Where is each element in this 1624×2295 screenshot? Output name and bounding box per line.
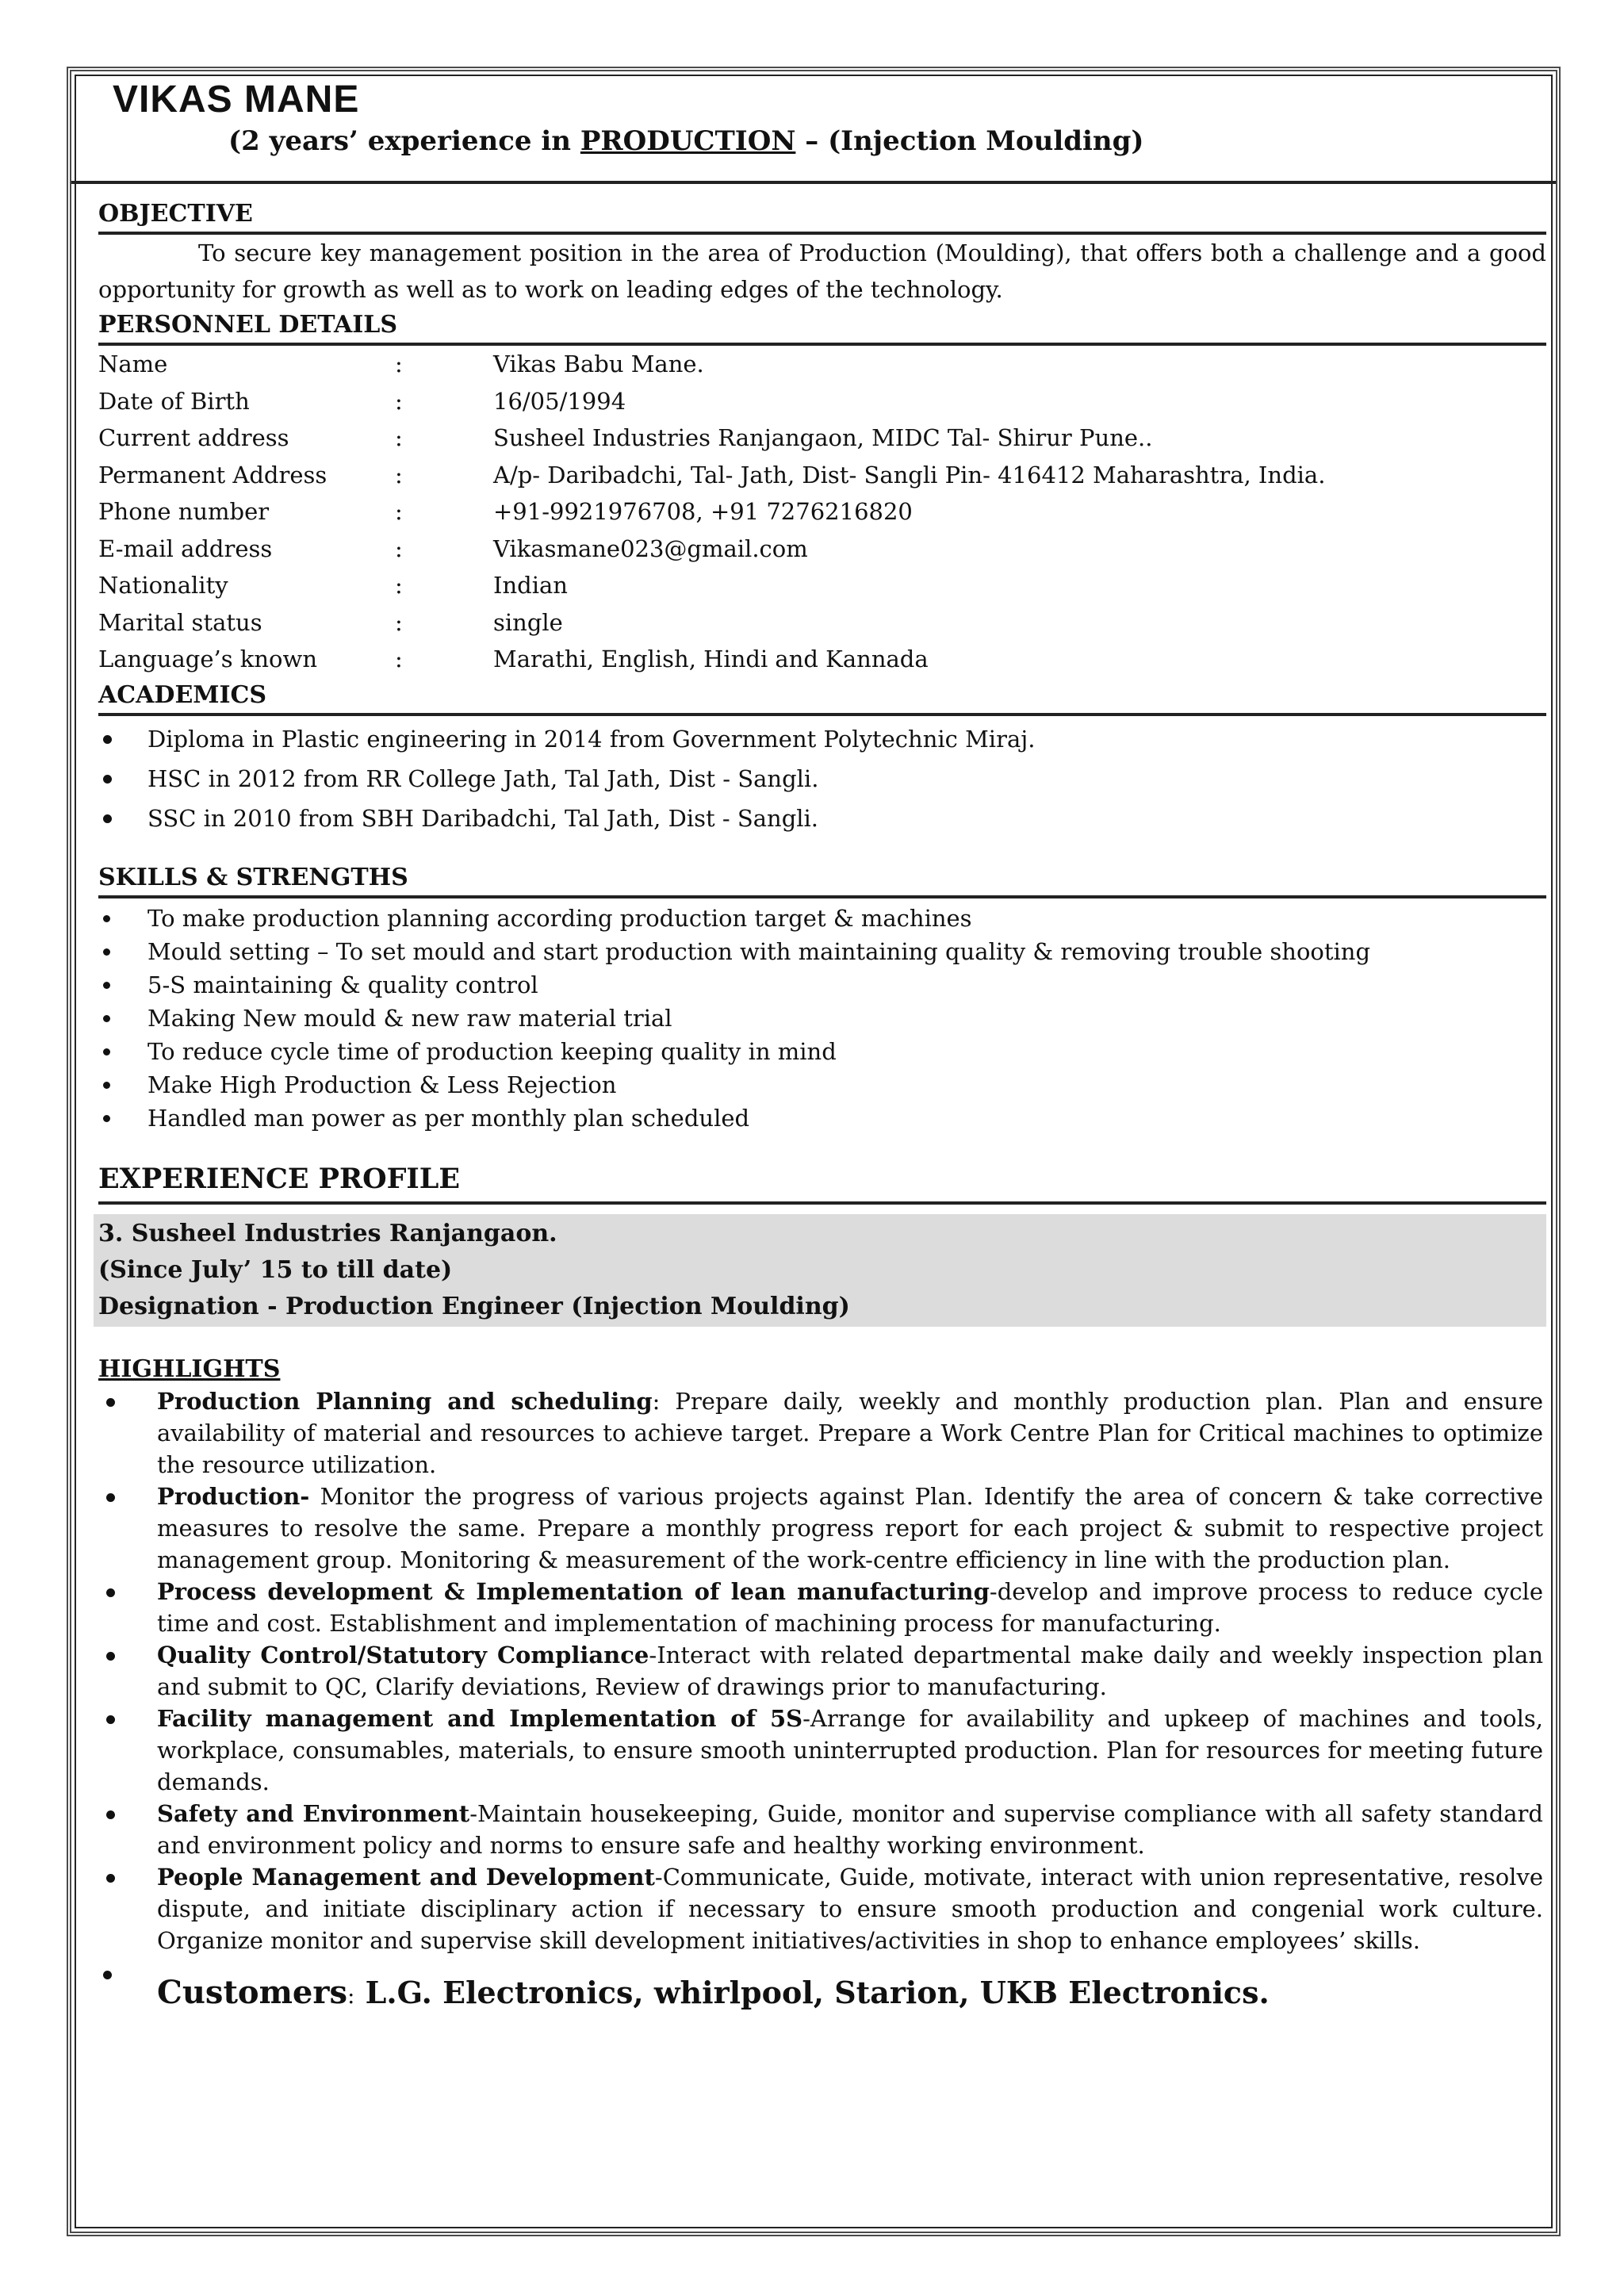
highlight-text: -Communicate, Guide, motivate, interact with union representative, resolve dispute, and initiate disciplinary action if necessary to ensure smooth production and congenial work culture. Organize monitor and supervise skill development initiatives/activities in shop to enhance employees’ skills. (157, 1863, 1543, 1954)
highlight-text: -develop and improve process to reduce cycle time and cost. Establishment and implementation of machining process for manufacturing. (157, 1577, 1543, 1637)
highlight-title: Safety and Environment (157, 1799, 470, 1827)
highlight-text: Monitor the progress of various projects against Plan. Identify the area of concern & take corrective measures to resolve the same. Prepare a monthly progress report for each project & submit to respective project management group. Monitoring & measurement of the work-centre efficiency in line with the production plan. (157, 1482, 1543, 1573)
personnel-row (98, 641, 1546, 678)
personnel-row (98, 383, 1546, 420)
highlight-title: Quality Control/Statutory Compliance (157, 1641, 649, 1669)
personnel-label: Current address (98, 424, 289, 451)
designation: Designation - Production Engineer (Injection Moulding) (98, 1292, 850, 1320)
personnel-colon: : (395, 387, 403, 415)
skill-item: 5-S maintaining & quality control (98, 968, 1546, 1002)
personnel-label: Marital status (98, 608, 262, 636)
highlight-title: People Management and Development (157, 1863, 655, 1891)
highlight-item (98, 1703, 1546, 1798)
personnel-value: +91-9921976708, +91 7276216820 (493, 498, 913, 525)
skill-item: To make production planning according production target & machines (98, 902, 1546, 935)
highlight-title: Production- (157, 1482, 310, 1510)
highlight-text: -Interact with related departmental make daily and weekly inspection plan and submit to QC, Clarify deviations, Review of drawings prior to manufacturing. (157, 1641, 1544, 1700)
personnel-value: Vikasmane023@gmail.com (493, 534, 808, 562)
personnel-colon: : (395, 646, 403, 672)
skill-item: Mould setting – To set mould and start production with maintaining quality & removing trouble shooting (98, 935, 1546, 968)
highlight-title: Process development & Implementation of lean manufacturing (157, 1577, 990, 1605)
resume-body (98, 197, 1546, 2018)
company-name: 3. Susheel Industries Ranjangaon. (98, 1219, 557, 1247)
personnel-row (98, 346, 1546, 383)
skill-item: Make High Production & Less Rejection (98, 1068, 1546, 1102)
personnel-colon: : (395, 498, 403, 525)
personnel-label: Date of Birth (98, 387, 250, 415)
personnel-label: Name (98, 351, 168, 377)
academics-item: HSC in 2012 from RR College Jath, Tal Jath, Dist - Sangli. (98, 759, 1546, 799)
personnel-row (98, 604, 1546, 642)
personnel-value: single (493, 608, 563, 636)
personnel-heading: PERSONNEL DETAILS (98, 308, 1546, 346)
personnel-colon: : (395, 461, 403, 489)
personnel-row (98, 531, 1546, 568)
personnel-colon: : (395, 572, 403, 599)
customers-list (98, 1971, 1546, 2018)
candidate-name: VIKAS MANE (113, 79, 360, 121)
highlight-item (98, 1861, 1546, 1956)
academics-item: Diploma in Plastic engineering in 2014 from Government Polytechnic Miraj. (98, 719, 1546, 759)
highlight-item (98, 1798, 1546, 1861)
highlight-item (98, 1481, 1546, 1576)
skill-item: To reduce cycle time of production keeping quality in mind (98, 1035, 1546, 1068)
customers-item: Customers: L.G. Electronics, whirlpool, Starion, UKB Electronics. (98, 1971, 1546, 2018)
highlight-text: : Prepare daily, weekly and monthly production plan. Plan and ensure availability of material and resources to achieve target. Prepare a Work Centre Plan for Critical machines to optimize the resource utilization. (157, 1387, 1543, 1478)
experience-summary: (2 years’ experience in PRODUCTION – (Injection Moulding) (228, 125, 1144, 157)
personnel-value: 16/05/1994 (493, 387, 626, 415)
highlights-list (98, 1385, 1546, 1956)
personnel-label: Phone number (98, 498, 270, 525)
personnel-label: Language’s known (98, 646, 318, 672)
highlight-text: -Arrange for availability and upkeep of machines and tools, workplace, consumables, materials, to ensure smooth uninterrupted production. Plan for resources for meeting future demands. (157, 1704, 1543, 1795)
resume-header (71, 71, 1556, 184)
experience-heading: EXPERIENCE PROFILE (98, 1157, 1546, 1205)
highlight-title: Facility management and Implementation of 5S (157, 1704, 803, 1732)
highlight-item (98, 1639, 1546, 1703)
personnel-value: Marathi, English, Hindi and Kannada (493, 646, 929, 672)
personnel-label: Nationality (98, 572, 228, 599)
academics-list (98, 719, 1546, 838)
objective-text: To secure key management position in the area of Production (Moulding), that offers both a challenge and a good opportunity for growth as well as to work on leading edges of the technology. (98, 239, 1546, 303)
skill-item: Handled man power as per monthly plan scheduled (98, 1102, 1546, 1135)
skills-heading: SKILLS & STRENGTHS (98, 860, 1546, 898)
personnel-value: Susheel Industries Ranjangaon, MIDC Tal- Shirur Pune.. (493, 424, 1153, 451)
highlight-item (98, 1576, 1546, 1639)
highlight-title: Production Planning and scheduling (157, 1387, 653, 1415)
highlight-item (98, 1385, 1546, 1481)
personnel-value: Vikas Babu Mane. (493, 351, 704, 377)
personnel-colon: : (395, 351, 403, 377)
academics-heading: ACADEMICS (98, 678, 1546, 716)
personnel-row (98, 420, 1546, 457)
personnel-label: E-mail address (98, 534, 273, 562)
personnel-row (98, 493, 1546, 531)
personnel-colon: : (395, 424, 403, 451)
personnel-colon: : (395, 534, 403, 562)
personnel-label: Permanent Address (98, 461, 327, 489)
highlight-text: -Maintain housekeeping, Guide, monitor and supervise compliance with all safety standard and environment policy and norms to ensure safe and healthy working environment. (157, 1799, 1543, 1859)
personnel-value: Indian (493, 572, 568, 599)
personnel-row (98, 457, 1546, 494)
skills-list (98, 902, 1546, 1135)
academics-item: SSC in 2010 from SBH Daribadchi, Tal Jath, Dist - Sangli. (98, 799, 1546, 838)
highlights-heading: HIGHLIGHTS (98, 1354, 281, 1383)
objective-heading: OBJECTIVE (98, 197, 1546, 235)
personnel-value: A/p- Daribadchi, Tal- Jath, Dist- Sangli Pin- 416412 Maharashtra, India. (493, 461, 1326, 489)
personnel-row (98, 567, 1546, 604)
skill-item: Making New mould & new raw material trial (98, 1002, 1546, 1035)
personnel-details-table (98, 346, 1546, 678)
experience-company-box (94, 1214, 1546, 1327)
personnel-colon: : (395, 608, 403, 636)
employment-period: (Since July’ 15 to till date) (98, 1255, 453, 1284)
